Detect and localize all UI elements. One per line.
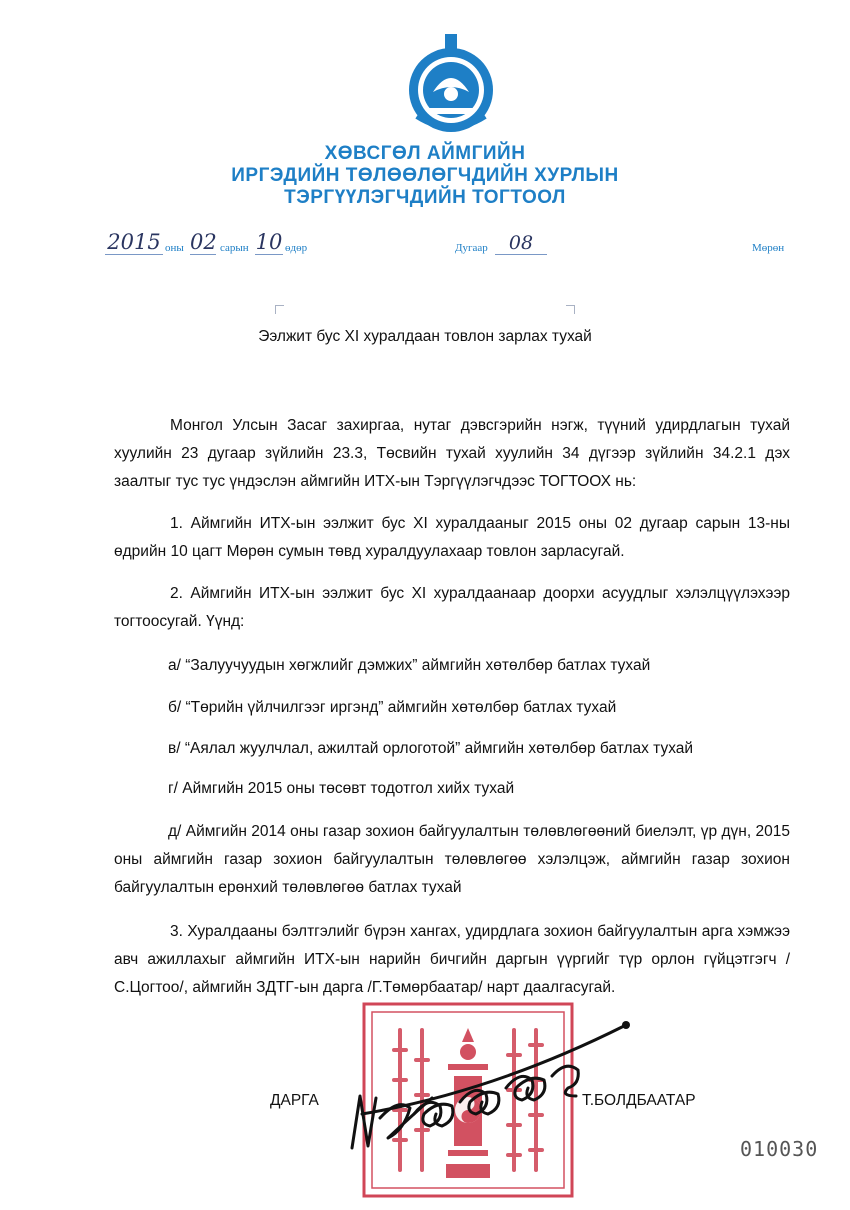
agenda-item-g: г/ Аймгийн 2015 оны төсөвт тодотгол хийх тухай [168,780,515,797]
clause-1: 1. Аймгийн ИТХ-ын ээлжит бус XI хуралдааныг 2015 оны 02 дугаар сарын 13-ны өдрийн 10 цагт Мөрөн сумын төвд хуралдуулахаар товлон зарласугай. [114,515,790,560]
document-number: 08 [495,232,547,255]
place-name: Мөрөн [752,242,785,254]
signatory-title: ДАРГА [270,1092,319,1109]
preamble-paragraph: Монгол Улсын Засаг захиргаа, нутаг дэвсгэрийн нэгж, түүний удирдлагын тухай хуулийн 23 дугаар зүйлийн 23.3, Төсвийн тухай хуулийн 34 дүгээр зүйлийн 34.2.1 дэх заалтыг тус тус үндэслэн аймгийн ИТХ-ын Тэргүүлэгчдээс ТОГТООХ нь: [114,417,790,490]
signatory-name: Т.БОЛДБААТАР [582,1092,696,1109]
serial-number: 010030 [740,1137,819,1161]
title-corner-right [566,305,575,314]
document-title: Ээлжит бус XI хуралдаан товлон зарлах тухай [258,328,592,345]
number-label: Дугаар [455,242,488,254]
date-day: 10 [255,230,283,254]
agenda-item-b: б/ “Төрийн үйлчилгээг иргэнд” аймгийн хөтөлбөр батлах тухай [168,699,617,716]
state-emblem-icon [405,30,497,140]
date-year-label: оны [165,242,184,254]
agenda-item-v: в/ “Аялал жуулчлал, ажилтай орлоготой” аймгийн хөтөлбөр батлах тухай [168,740,694,757]
agenda-item-d: д/ Аймгийн 2014 оны газар зохион байгуулалтын төлөвлөгөөний биелэлт, үр дүн, 2015 оны аймгийн газар зохион байгуулалтын төлөвлөгөө хэлэлцэж, аймгийн газар зохион байгуулалтын ерөнхий төлөвлөгөө батлах тухай [114,823,790,896]
clause-2: 2. Аймгийн ИТХ-ын ээлжит бус XI хуралдаанаар доорхи асуудлыг хэлэлцүүлэхээр тогтоосугай. Үүнд: [114,585,790,630]
date-month-label: сарын [220,242,249,254]
date-month: 02 [190,230,217,254]
title-corner-left [275,305,284,314]
date-year: 2015 [105,230,163,255]
clause-3: 3. Хуралдааны бэлтгэлийг бүрэн хангах, удирдлага зохион байгуулалтын арга хэмжээ авч ажиллахыг аймгийн ИТХ-ын нарийн бичгийн даргын үүргийг түр орлон гүйцэтгэгч /С.Цогтоо/, аймгийн ЗДТГ-ын дарга /Г.Төмөрбаатар/ нарт даалгасугай. [114,923,790,996]
heading-line-3: ТЭРГҮҮЛЭГЧДИЙН ТОГТООЛ [284,187,566,208]
heading-line-1: ХӨВСГӨЛ АЙМГИЙН [324,143,526,164]
heading-line-2: ИРГЭДИЙН ТӨЛӨӨЛӨГЧДИЙН ХУРЛЫН [231,165,619,186]
date-day-label: өдөр [285,242,308,254]
agenda-item-a: а/ “Залуучуудын хөгжлийг дэмжих” аймгийн хөтөлбөр батлах тухай [168,657,651,674]
